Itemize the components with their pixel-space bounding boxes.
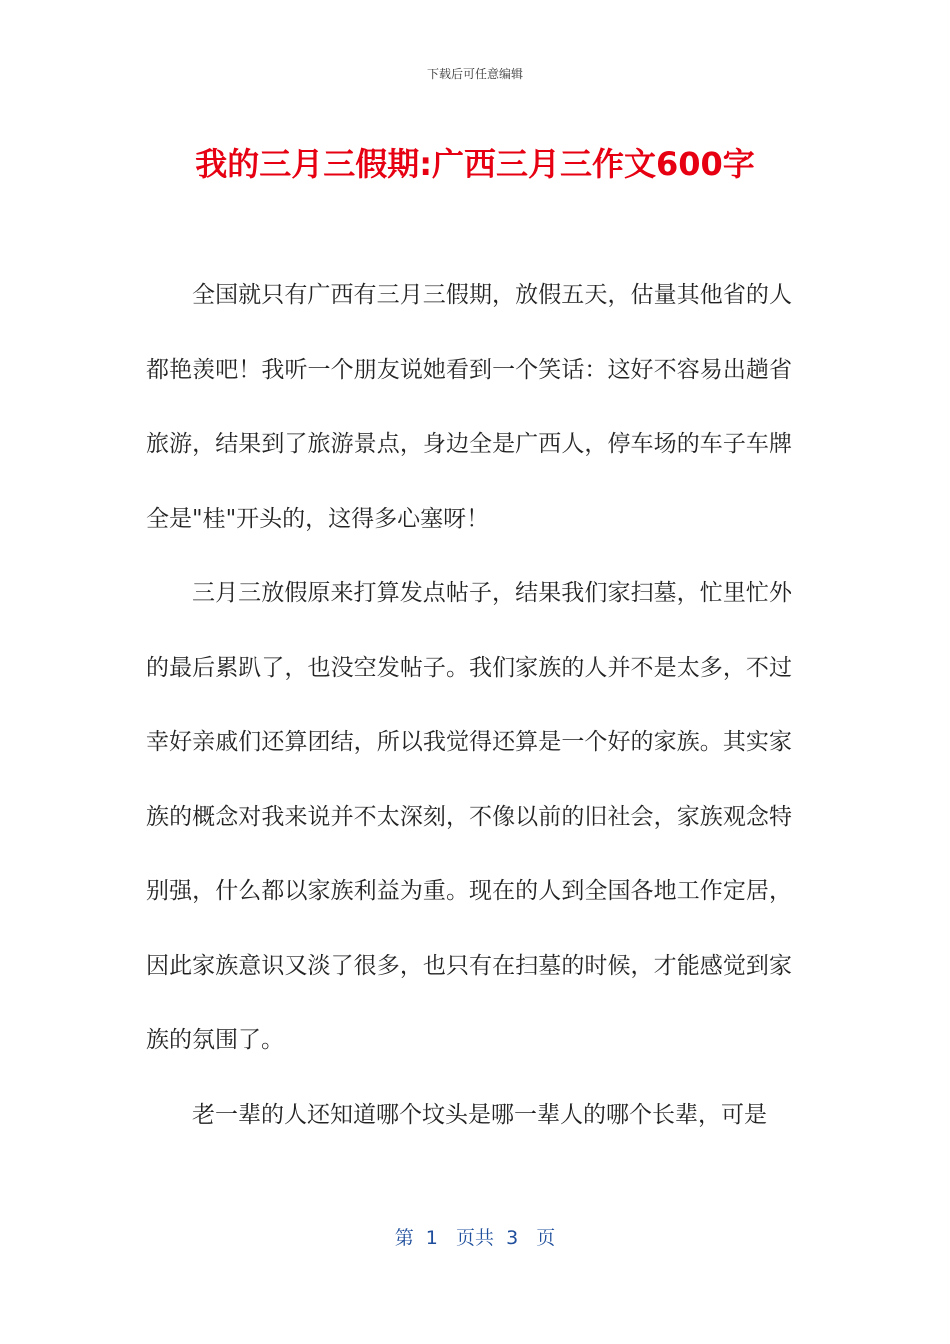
paragraph: 全国就只有广西有三月三假期，放假五天，估量其他省的人都艳羡吧！我听一个朋友说她看到一个笑话：这好不容易出趟省旅游，结果到了旅游景点，身边全是广西人，停车场的车子车牌全是"桂"开头的，这得多心塞呀！ [146, 282, 792, 532]
paragraph: 老一辈的人还知道哪个坟头是哪一辈人的哪个长辈，可是 [192, 1101, 767, 1128]
document-title: 我的三月三假期:广西三月三作文600字 [195, 145, 755, 183]
document-body [146, 258, 792, 1152]
paragraph: 三月三放假原来打算发点帖子，结果我们家扫墓，忙里忙外的最后累趴了，也没空发帖子。我们家族的人并不是太多，不过幸好亲戚们还算团结，所以我觉得还算是一个好的家族。其实家族的概念对我来说并不太深刻，不像以前的旧社会，家族观念特别强，什么都以家族利益为重。现在的人到全国各地工作定居，因此家族意识又淡了很多，也只有在扫墓的时候，才能感觉到家族的氛围了。 [146, 580, 792, 1053]
page-number-footer: 第 1 页共 3 页 [394, 1227, 556, 1249]
header-note: 下载后可任意编辑 [426, 67, 523, 81]
